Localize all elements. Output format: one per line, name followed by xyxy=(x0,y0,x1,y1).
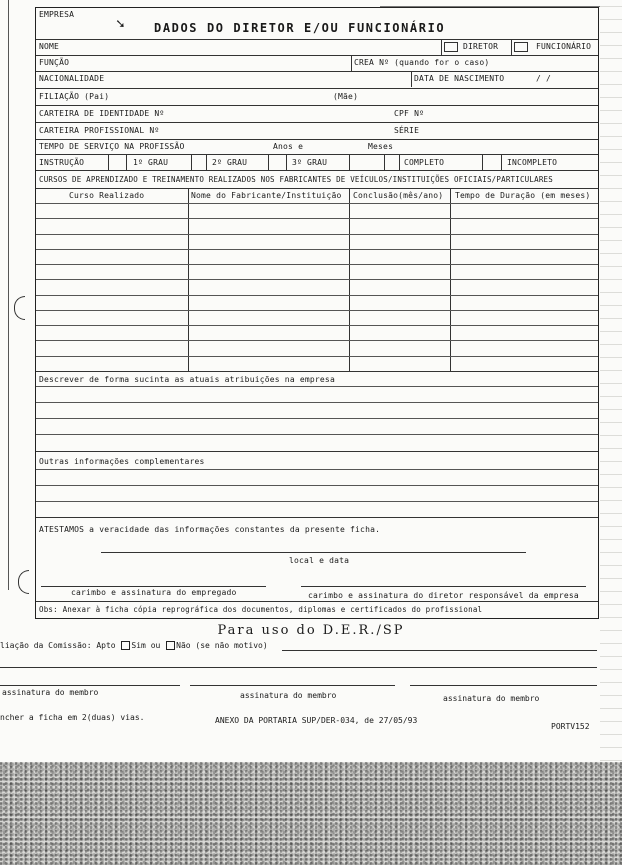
right-binding-edge xyxy=(600,0,622,780)
anexo-portaria: ANEXO DA PORTARIA SUP/DER-034, de 27/05/93 xyxy=(215,716,418,725)
profissional-label: CARTEIRA PROFISSIONAL Nº xyxy=(39,126,160,135)
left-binding-edge xyxy=(0,0,9,590)
course-table-row[interactable] xyxy=(36,340,598,341)
membro3-label: assinatura do membro xyxy=(443,694,540,703)
funcionario-checkbox[interactable] xyxy=(514,42,528,52)
data-nascimento-slashes: / / xyxy=(536,74,552,83)
grau1-label: 1º GRAU xyxy=(133,158,169,167)
pen-mark-curve xyxy=(14,296,25,320)
cpf-label: CPF Nº xyxy=(394,109,425,118)
nacionalidade-label: NACIONALIDADE xyxy=(39,74,105,83)
membro1-label: assinatura do membro xyxy=(2,688,99,697)
scan-noise-area xyxy=(0,762,622,865)
crea-label: CREA Nº (quando for o caso) xyxy=(354,58,490,67)
col-tempo-duracao: Tempo de Duração (em meses) xyxy=(455,191,591,200)
course-table-row[interactable] xyxy=(36,203,598,204)
incompleto-label: INCOMPLETO xyxy=(507,158,558,167)
col-conclusao: Conclusão(mês/ano) xyxy=(353,191,444,200)
course-table-row[interactable] xyxy=(36,218,598,219)
grau3-label: 3º GRAU xyxy=(292,158,328,167)
form-title: DADOS DO DIRETOR E/OU FUNCIONÁRIO xyxy=(154,21,446,35)
grau2-label: 2º GRAU xyxy=(212,158,248,167)
director-employee-form xyxy=(35,7,599,619)
membro2-label: assinatura do membro xyxy=(240,691,337,700)
nao-label: Não (se não motivo) xyxy=(176,641,268,650)
sim-checkbox[interactable] xyxy=(121,641,130,650)
anos-label: Anos e xyxy=(273,142,304,151)
col-fabricante: Nome do Fabricante/Instituição xyxy=(191,191,342,200)
outras-informacoes-label: Outras informações complementares xyxy=(39,457,205,466)
der-title: Para uso do D.E.R./SP xyxy=(217,623,405,638)
local-data-label: local e data xyxy=(289,556,350,565)
sim-label: Sim ou xyxy=(131,641,161,650)
course-table-row[interactable] xyxy=(36,356,598,357)
cursos-heading: CURSOS DE APRENDIZADO E TREINAMENTO REALIZADOS NOS FABRICANTES DE VEÍCULOS/INSTITUIÇÕES OFICIAIS/PARTICULARES xyxy=(39,175,553,184)
obs-text: Obs: Anexar à ficha cópia reprográfica dos documentos, diplomas e certificados do profissional xyxy=(39,605,483,614)
tempo-servico-label: TEMPO DE SERVIÇO NA PROFISSÃO xyxy=(39,142,185,151)
pen-mark-arrow-icon: ➘ xyxy=(116,16,125,32)
filiacao-pai-label: FILIAÇÃO (Pai) xyxy=(39,92,110,101)
pen-mark-curve xyxy=(18,570,29,594)
funcao-label: FUNÇÃO xyxy=(39,58,70,67)
nao-checkbox[interactable] xyxy=(166,641,175,650)
course-table-row[interactable] xyxy=(36,264,598,265)
meses-label: Meses xyxy=(368,142,394,151)
form-code: PORTV152 xyxy=(551,722,590,731)
atribuicoes-label: Descrever de forma sucinta as atuais atribuições na empresa xyxy=(39,375,335,384)
empresa-label: EMPRESA xyxy=(39,10,75,19)
vias-note: ncher a ficha em 2(duas) vias. xyxy=(0,713,145,722)
completo-label: COMPLETO xyxy=(404,158,445,167)
identidade-label: CARTEIRA DE IDENTIDADE Nº xyxy=(39,109,165,118)
course-table-row[interactable] xyxy=(36,295,598,296)
course-table-row[interactable] xyxy=(36,249,598,250)
col-curso-realizado: Curso Realizado xyxy=(69,191,145,200)
atestamos-text: ATESTAMOS a veracidade das informações constantes da presente ficha. xyxy=(39,525,381,534)
carimbo-diretor-label: carimbo e assinatura do diretor responsável da empresa xyxy=(308,591,579,600)
course-table-row[interactable] xyxy=(36,234,598,235)
diretor-label: DIRETOR xyxy=(463,42,499,51)
diretor-checkbox[interactable] xyxy=(444,42,458,52)
comissao-line xyxy=(0,641,268,651)
carimbo-empregado-label: carimbo e assinatura do empregado xyxy=(71,588,237,597)
data-nascimento-label: DATA DE NASCIMENTO xyxy=(414,74,505,83)
course-table-row[interactable] xyxy=(36,279,598,280)
nome-label: NOME xyxy=(39,42,60,51)
instrucao-label: INSTRUÇÃO xyxy=(39,158,85,167)
filiacao-mae-label: (Mãe) xyxy=(333,92,359,101)
course-table-row[interactable] xyxy=(36,310,598,311)
course-table-row[interactable] xyxy=(36,325,598,326)
top-cut-strip xyxy=(380,0,600,7)
serie-label: SÉRIE xyxy=(394,126,420,135)
comissao-prefix: liação da Comissão: Apto xyxy=(0,641,116,650)
funcionario-label: FUNCIONÁRIO xyxy=(536,42,592,51)
